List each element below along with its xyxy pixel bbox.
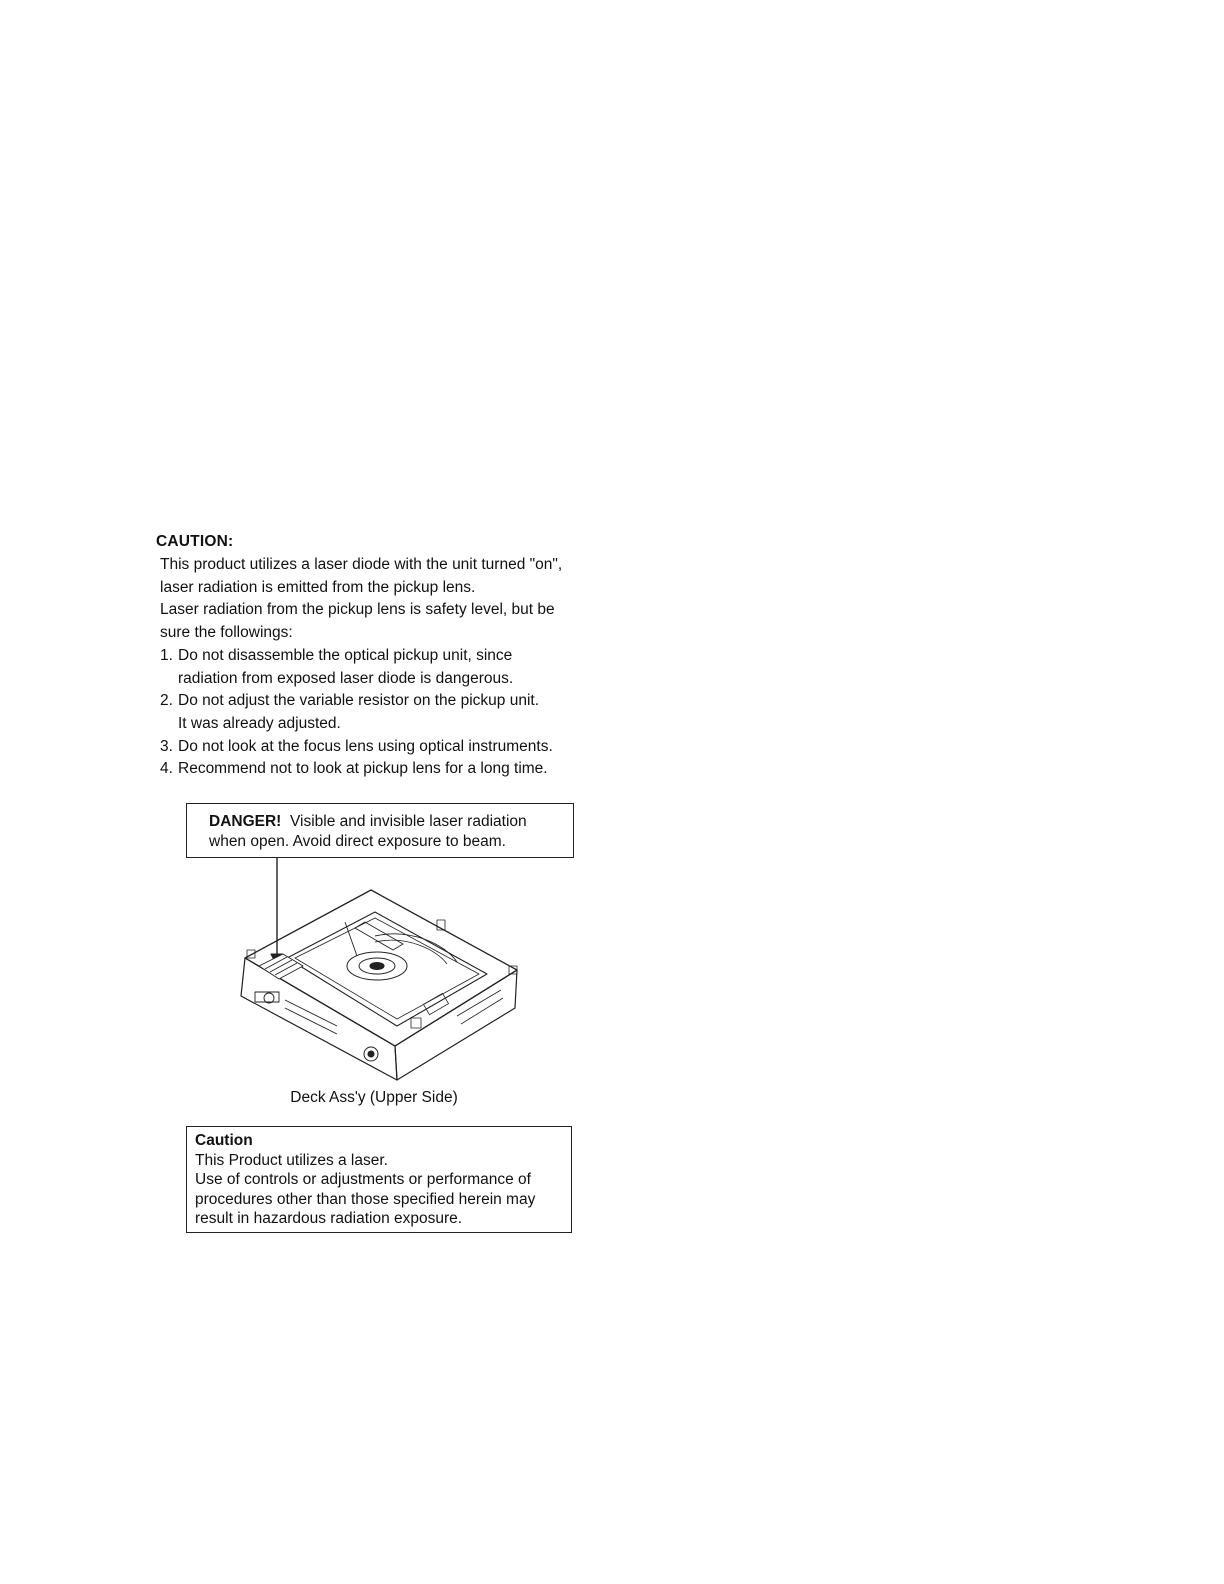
danger-text-1: Visible and invisible laser radiation <box>289 813 527 830</box>
caution-box-line-1: This Product utilizes a laser. <box>195 1151 388 1169</box>
caution-list-item-4 <box>160 758 548 781</box>
list-text-continued: radiation from exposed laser diode is dangerous. <box>178 669 514 687</box>
list-text: Recommend not to look at pickup lens for a long time. <box>178 760 548 777</box>
caution-list-item-3 <box>160 736 553 759</box>
laser-label-patch <box>259 954 303 979</box>
list-number: 2. <box>160 692 173 709</box>
danger-label-box <box>186 803 574 858</box>
deck-assembly-illustration <box>225 858 535 1083</box>
list-number: 3. <box>160 738 173 755</box>
list-number: 4. <box>160 760 173 777</box>
caution-notice-box <box>186 1126 572 1233</box>
caution-list-item-2 <box>160 690 539 735</box>
caution-intro-line-3: Laser radiation from the pickup lens is safety level, but be <box>160 601 555 618</box>
list-text: Do not look at the focus lens using optical instruments. <box>178 738 553 755</box>
caution-box-title: Caution <box>195 1132 253 1149</box>
caution-intro-line-1: This product utilizes a laser diode with the unit turned "on", <box>160 556 563 573</box>
danger-keyword: DANGER! <box>209 813 282 830</box>
caution-box-line-2: Use of controls or adjustments or performance of <box>195 1171 531 1188</box>
danger-label-line-1 <box>209 812 573 832</box>
caution-intro-line-4: sure the followings: <box>160 624 293 641</box>
figure-caption: Deck Ass'y (Upper Side) <box>290 1089 458 1106</box>
list-text: Do not adjust the variable resistor on the pickup unit. <box>178 692 540 709</box>
list-text-continued: It was already adjusted. <box>178 714 341 732</box>
caution-heading: CAUTION: <box>156 533 234 550</box>
list-text: Do not disassemble the optical pickup unit, since <box>178 647 513 664</box>
list-number: 1. <box>160 647 173 664</box>
caution-box-line-4: result in hazardous radiation exposure. <box>195 1210 463 1227</box>
caution-list-item-1 <box>160 645 513 690</box>
danger-text-2: when open. Avoid direct exposure to beam. <box>209 832 506 850</box>
caution-intro-line-2: laser radiation is emitted from the pickup lens. <box>160 579 476 596</box>
caution-box-line-3: procedures other than those specified herein may <box>195 1190 536 1208</box>
